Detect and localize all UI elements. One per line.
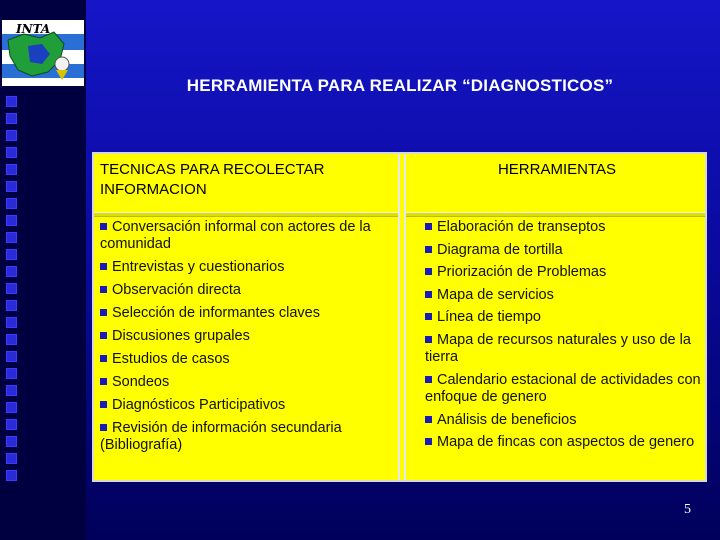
- list-item: Mapa de fincas con aspectos de genero: [425, 434, 705, 452]
- inta-logo: [2, 20, 84, 86]
- square-bullet-icon: [100, 286, 107, 293]
- list-item: Estudios de casos: [100, 351, 390, 368]
- square-bullet-icon: [100, 355, 107, 362]
- tools-table: [92, 152, 707, 482]
- page-number: 5: [684, 502, 691, 517]
- decorative-squares: [6, 96, 20, 487]
- list-item: Selección de informantes claves: [100, 305, 390, 322]
- list-item: Línea de tiempo: [425, 309, 705, 327]
- tools-list: [425, 219, 705, 457]
- square-bullet-icon: [100, 401, 107, 408]
- list-item: Análisis de beneficios: [425, 412, 705, 430]
- square-bullet-icon: [425, 246, 432, 253]
- list-item: Elaboración de transeptos: [425, 219, 705, 237]
- list-item: Observación directa: [100, 282, 390, 299]
- tools-header: HERRAMIENTAS: [497, 161, 617, 178]
- square-bullet-icon: [425, 291, 432, 298]
- list-item: Calendario estacional de actividades con enfoque de genero: [425, 371, 701, 405]
- list-item: Mapa de servicios: [425, 287, 705, 305]
- square-bullet-icon: [425, 438, 432, 445]
- list-item: Diagnósticos Participativos: [100, 397, 390, 414]
- square-bullet-icon: [100, 309, 107, 316]
- column-divider: [398, 154, 406, 480]
- square-bullet-icon: [425, 416, 432, 423]
- list-item: Discusiones grupales: [100, 328, 390, 345]
- list-item: Revisión de información secundaria (Bibliografía): [100, 420, 342, 453]
- techniques-list: [100, 219, 390, 460]
- list-item: Mapa de recursos naturales y uso de la tierra: [425, 331, 691, 365]
- list-item: Priorización de Problemas: [425, 264, 705, 282]
- svg-text:INTA: INTA: [16, 22, 51, 36]
- slide-title: HERRAMIENTA PARA REALIZAR “DIAGNOSTICOS”: [186, 76, 614, 95]
- square-bullet-icon: [100, 223, 107, 230]
- square-bullet-icon: [425, 268, 432, 275]
- left-band: [0, 0, 86, 540]
- square-bullet-icon: [425, 376, 432, 383]
- square-bullet-icon: [100, 424, 107, 431]
- square-bullet-icon: [100, 378, 107, 385]
- techniques-header: TECNICAS PARA RECOLECTAR INFORMACION: [100, 161, 325, 198]
- square-bullet-icon: [100, 263, 107, 270]
- list-item: Conversación informal con actores de la comunidad: [100, 219, 371, 252]
- list-item: Sondeos: [100, 374, 390, 391]
- square-bullet-icon: [100, 332, 107, 339]
- square-bullet-icon: [425, 313, 432, 320]
- square-bullet-icon: [425, 223, 432, 230]
- list-item: Diagrama de tortilla: [425, 242, 705, 260]
- list-item: Entrevistas y cuestionarios: [100, 259, 390, 276]
- square-bullet-icon: [425, 336, 432, 343]
